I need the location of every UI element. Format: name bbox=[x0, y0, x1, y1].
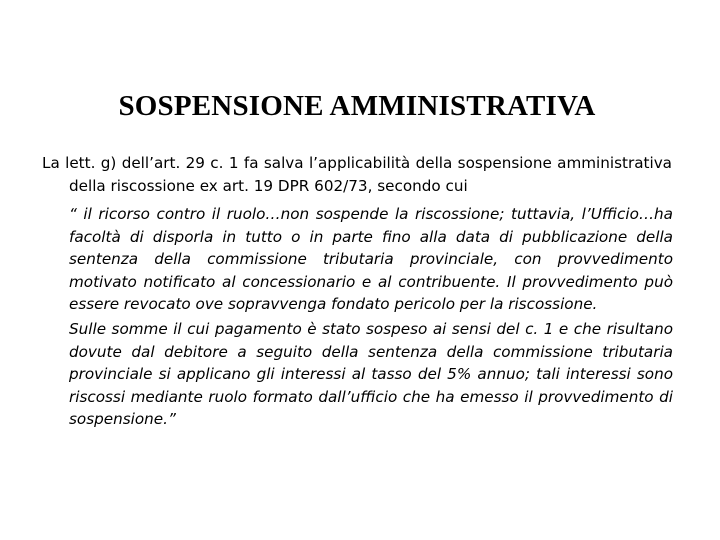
intro-paragraph: La lett. g) dell’art. 29 c. 1 fa salva l’applicabilità della sospensione amministrativa della riscossione ex art. 19 DPR 602/73, secondo cui bbox=[42, 154, 672, 195]
quote-paragraph-2: Sulle somme il cui pagamento è stato sospeso ai sensi del c. 1 e che risultano dovute dal debitore a seguito della sentenza della commissione tributaria provinciale si applicano gli interessi al tasso del 5% annuo; tali interessi sono riscossi mediante ruolo formato dall’ufficio che ha emesso il provvedimento di sospensione.” bbox=[69, 320, 673, 428]
quote-paragraph-1: “ il ricorso contro il ruolo…non sospende la riscossione; tuttavia, l’Ufficio…ha facoltà di disporla in tutto o in parte fino alla data di pubblicazione della sentenza della commissione tributaria provinciale, con provvedimento motivato notificato al concessionario e al contribuente. Il provvedimento può essere revocato ove sopravvenga fondato pericolo per la riscossione. bbox=[69, 205, 673, 313]
slide-title: SOSPENSIONE AMMINISTRATIVA bbox=[118, 90, 596, 122]
